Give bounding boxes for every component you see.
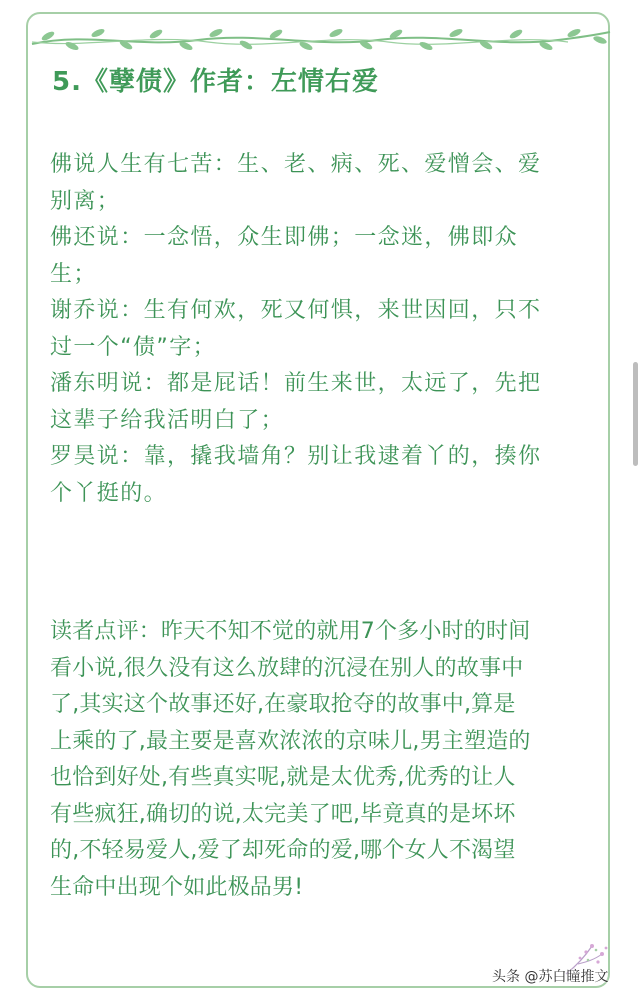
text-line: 谢乔说：生有何欢，死又何惧，来世因回，只不 [50,298,542,323]
text-line: 个丫挺的。 [50,480,168,506]
text-line: 佛说人生有七苦：生、老、病、死、爱憎会、爱 [50,152,542,177]
text-line: 过一个“债”字； [50,334,216,360]
text-line: 罗昊说：靠，撬我墙角？别让我逮着丫的，揍你 [50,444,542,469]
article-title: 5.《孽债》作者：左情右爱 [52,67,379,97]
text-line: 潘东明说：都是屁话！前生来世，太远了，先把 [50,371,542,396]
text-line: 了,其实这个故事还好,在豪取抢夺的故事中,算是 [50,692,516,717]
text-line: 生命中出现个如此极品男! [50,874,304,900]
intro-paragraph [50,147,595,512]
text-line: 生； [50,261,97,287]
scrollbar[interactable] [633,362,638,466]
text-line: 佛还说：一念悟，众生即佛；一念迷，佛即众 [50,225,519,250]
review-paragraph [50,614,595,906]
text-line: 读者点评：昨天不知不觉的就用7个多小时的时间 [50,619,531,644]
text-line: 的,不轻易爱人,爱了却死命的爱,哪个女人不渴望 [50,838,516,863]
watermark: 头条 @苏白瞳推文 [492,969,609,985]
text-line: 看小说,很久没有这么放肆的沉浸在别人的故事中 [50,655,524,681]
text-line: 别离； [50,188,121,214]
text-line: 有些疯狂,确切的说,太完美了吧,毕竟真的是坏坏 [50,801,516,827]
text-line: 这辈子给我活明白了； [50,407,285,433]
vine-decoration [28,18,614,58]
text-line: 也恰到好处,有些真实呢,就是太优秀,优秀的让人 [50,765,516,790]
text-line: 上乘的了,最主要是喜欢浓浓的京味儿,男主塑造的 [50,728,531,754]
